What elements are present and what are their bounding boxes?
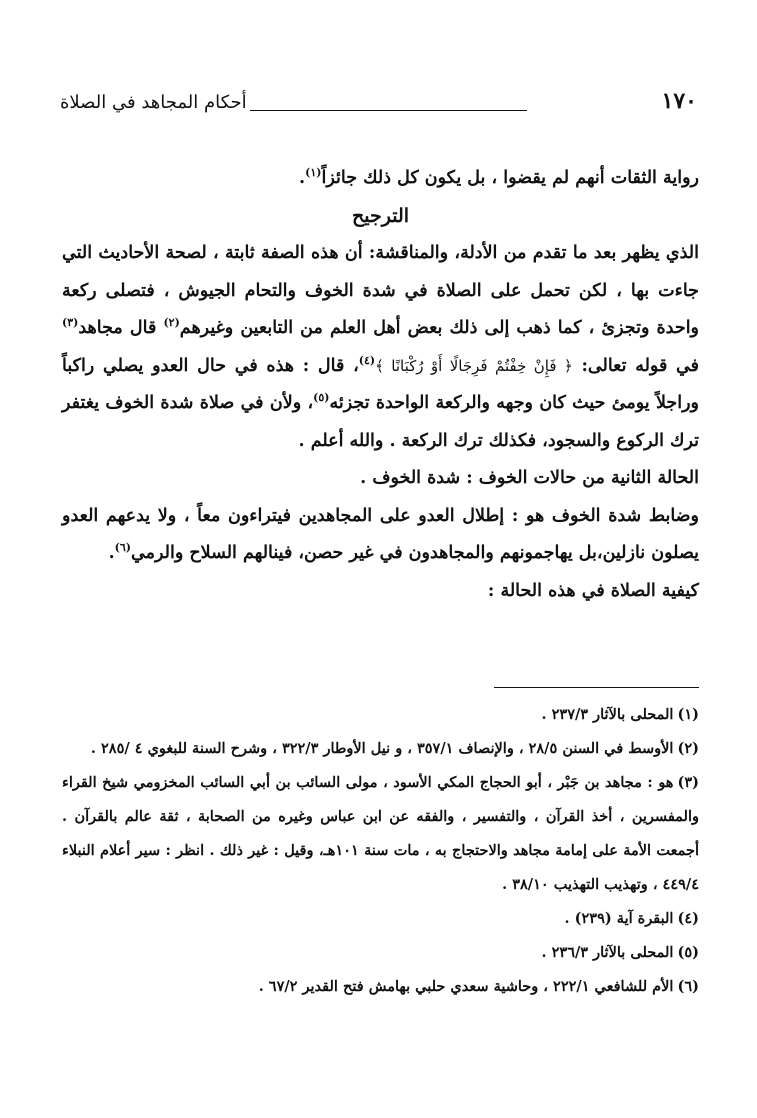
footnote-label: (٣): [677, 774, 699, 791]
footnote-3: [62, 766, 699, 902]
prayer-method-title: كيفية الصلاة في هذه الحالة :: [487, 580, 699, 601]
para2-text: وضابط شدة الخوف هو : إطلال العدو على المجاهدين فيتراءون معاً ، ولا يدعهم العدو يصلون نازلين،بل يهاجمونهم والمجاهدون في غير حصن، فينالهم السلاح والرمي: [62, 505, 699, 563]
footnote-text: المحلى بالآثار ٢٣٦/٣ .: [541, 944, 674, 961]
footnote-2: [62, 732, 699, 766]
footnote-text: الأوسط في السنن ٢٨/٥ ، والإنصاف ٣٥٧/١ ، و نيل الأوطار ٣٢٢/٣ ، وشرح السنة للبغوي ٤ /٢٨٥ .: [90, 740, 674, 757]
para1-text-a: الذي يظهر بعد ما تقدم من الأدلة، والمناقشة: أن هذه الصفة ثابتة ، لصحة الأحاديث التي جاءت بها ، لكن تحمل على الصلاة في شدة الخوف والتحام الجيوش ، فتصلى ركعة واحدة وتجزئ ، كما ذهب إلى ذلك بعض أهل العلم من التابعين وغيرهم: [62, 243, 700, 338]
footnote-text: الأم للشافعي ٢٢٢/١ ، وحاشية سعدي حلبي بهامش فتح القدير ٦٧/٢ .: [258, 978, 674, 995]
quran-verse: ﴿ فَإِنْ خِفْتُمْ فَرِجَالًا أَوْ رُكْبَانًا ﴾: [375, 356, 573, 375]
footnote-ref-3: (٣): [62, 316, 79, 330]
footnote-label: (١): [677, 706, 699, 723]
para1-text-b: قال مجاهد: [78, 318, 164, 338]
footnote-text: البقرة آية (٢٣٩) .: [564, 910, 674, 927]
footnote-6: [62, 970, 699, 1004]
para1-text-e: ، ولأن في صلاة شدة الخوف يغتفر ترك الركوع والسجود، فكذلك ترك الركعة . والله أعلم .: [62, 393, 699, 451]
case-two-title: الحالة الثانية من حالات الخوف : شدة الخوف .: [360, 468, 699, 488]
footnote-text: المحلى بالآثار ٢٣٧/٣ .: [541, 706, 674, 723]
footnotes: [62, 698, 699, 1004]
header-rule: [250, 110, 527, 111]
footnote-label: (٢): [677, 740, 699, 757]
footnote-label: (٥): [677, 944, 699, 961]
paragraph-tarjih: [62, 235, 699, 460]
running-header: [60, 88, 697, 122]
para1-text-c: في قوله تعالى:: [572, 355, 700, 376]
running-title: أحكام المجاهد في الصلاة: [60, 92, 247, 113]
footnote-rule: [494, 687, 699, 688]
intro-text: رواية الثقات أنهم لم يقضوا ، بل يكون كل ذلك جائزاً: [321, 168, 699, 188]
page-number: ١٧٠: [661, 88, 697, 114]
footnote-ref-4: (٤): [358, 353, 376, 367]
footnote-1: [62, 698, 699, 732]
footnote-ref-5: (٥): [313, 391, 330, 405]
para2-end: .: [108, 543, 115, 563]
footnote-5: [62, 936, 699, 970]
footnote-label: (٤): [677, 910, 699, 927]
section-heading-tarjih: الترجيح: [351, 204, 410, 227]
main-text: [62, 160, 699, 610]
footnote-ref-1: (١): [305, 166, 322, 180]
para1-text-d: ، قال : هذه في حال العدو يصلي راكباً وراجلاً يومئ حيث كان وجهه والركعة الواحدة تجزئه: [62, 355, 700, 413]
footnote-4: [62, 902, 699, 936]
footnote-label: (٦): [677, 978, 699, 995]
footnote-ref-2: (٢): [163, 316, 180, 330]
paragraph-case-two: [62, 498, 699, 573]
footnote-text: هو : مجاهد بن جَبْر ، أبو الحجاج المكي الأسود ، مولى السائب بن أبي السائب المخزومي شيخ القراء والمفسرين ، أخذ القرآن ، والتفسير ، والفقه عن ابن عباس وغيره من الصحابة ، ثقة عالم بالقرآن . أجمعت الأمة على إمامة مجاهد والاحتجاج به ، مات سنة ١٠١هـ، وقيل : غير ذلك . انظر : سير أعلام النبلاء ٤٤٩/٤ ، وتهذيب التهذيب ٣٨/١٠ .: [62, 774, 699, 893]
intro-line: رواية الثقات أنهم لم يقضوا ، بل يكون كل ذلك جائزاً$^{(١)}$.: [299, 166, 699, 188]
footnote-ref-6: (٦): [114, 541, 132, 555]
